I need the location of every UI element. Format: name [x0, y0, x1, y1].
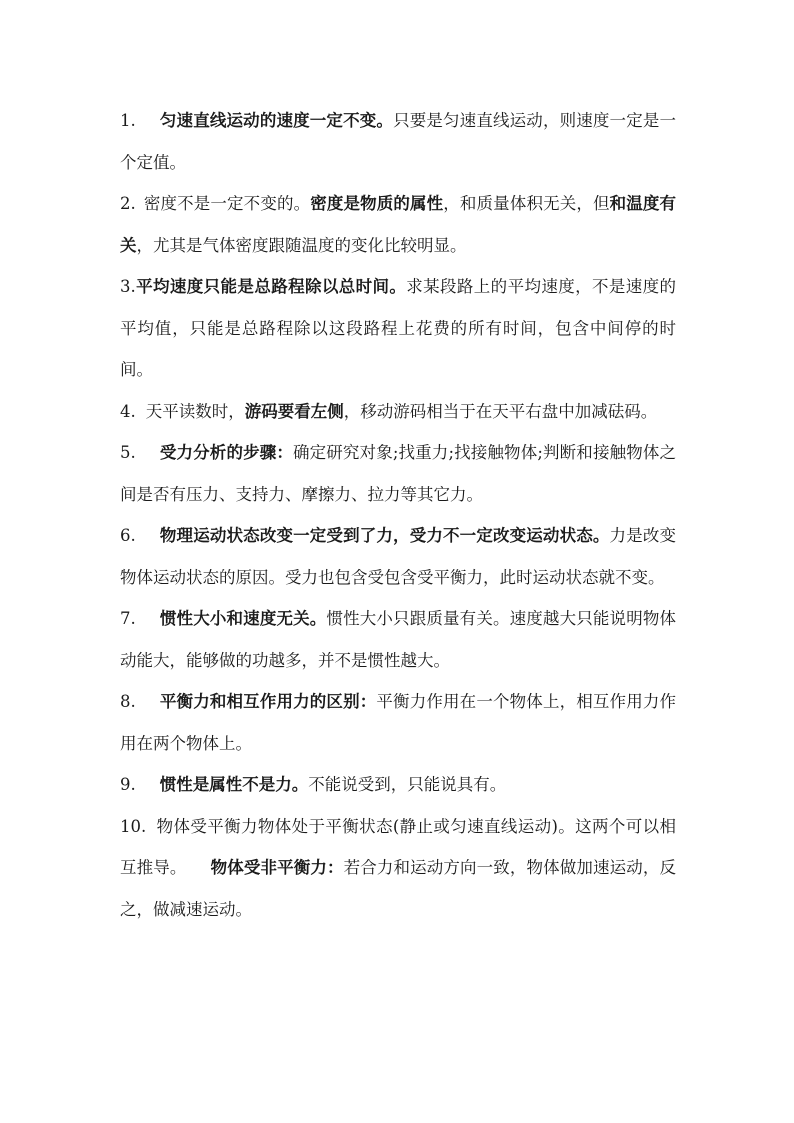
item-text: 不能说受到，只能说具有。: [308, 775, 507, 794]
item-bold-text: 惯性是属性不是力。: [159, 775, 309, 794]
item-bold-text: 惯性大小和速度无关。: [159, 609, 327, 628]
item-text: 物体受平衡力物体处于平衡状态(静止或匀速直线运动)。这两个可以相互推导。: [120, 816, 676, 877]
item-bold-text: 游码要看左侧: [244, 401, 344, 421]
item-bold-text: 匀速直线运动的速度一定不变。: [159, 111, 394, 130]
item-number: 3.: [120, 277, 136, 296]
list-item: [120, 432, 676, 515]
item-number: 1.: [120, 111, 136, 130]
item-text: 若合力和运动方向一致，物体做加速运动，反之，做减速运动。: [120, 858, 676, 919]
item-number: 5.: [120, 443, 136, 462]
item-number: 8.: [120, 692, 136, 711]
list-item: [120, 100, 676, 183]
item-text: 力是改变物体运动状态的原因。受力也包含受包含受平衡力，此时运动状态就不变。: [120, 526, 677, 587]
item-text: 惯性大小只跟质量有关。速度越大只能说明物体动能大，能够做的功越多，并不是惯性越大。: [120, 609, 677, 670]
item-bold-text: 物体受非平衡力：: [210, 858, 344, 877]
list-item: [120, 391, 676, 433]
item-text: ，和质量体积无关，但: [443, 194, 610, 213]
item-text: 确定研究对象;找重力;找接触物体;判断和接触物体之间是否有压力、支持力、摩擦力、拉力等其它力。: [120, 443, 676, 504]
item-number: 6.: [120, 526, 136, 545]
item-bold-text: 受力分析的步骤：: [159, 443, 293, 462]
item-text: ，移动游码相当于在天平右盘中加减砝码。: [343, 401, 658, 421]
list-item: [120, 515, 676, 598]
item-number: 9.: [120, 775, 136, 794]
item-bold-text: 和温度有关: [120, 194, 677, 255]
item-number: 10.: [120, 816, 147, 836]
item-number: 2.: [120, 194, 136, 213]
item-text: ，尤其是气体密度跟随温度的变化比较明显。: [136, 235, 467, 255]
list-item: [120, 598, 676, 681]
document-body: [120, 100, 676, 930]
item-number: 7.: [120, 609, 136, 628]
list-item: [120, 764, 676, 806]
item-number: 4.: [120, 401, 136, 421]
item-bold-text: 平均速度只能是总路程除以总时间。: [135, 277, 407, 296]
list-item: [120, 806, 676, 931]
item-bold-text: 密度是物质的属性: [310, 194, 444, 213]
item-text: 只要是匀速直线运动，则速度一定是一个定值。: [120, 111, 677, 172]
item-text: 密度不是一定不变的。: [143, 194, 311, 213]
item-bold-text: 物理运动状态改变一定受到了力，受力不一定改变运动状态。: [159, 526, 610, 545]
item-text: 求某段路上的平均速度，不是速度的平均值，只能是总路程除以这段路程上花费的所有时间，包含中间停的时间。: [120, 277, 677, 379]
item-text: 平衡力作用在一个物体上，相互作用力作用在两个物体上。: [120, 692, 677, 753]
list-item: [120, 266, 676, 391]
item-bold-text: 平衡力和相互作用力的区别：: [159, 692, 377, 711]
item-text: 天平读数时，: [145, 401, 245, 421]
list-item: [120, 183, 676, 266]
list-item: [120, 681, 676, 764]
